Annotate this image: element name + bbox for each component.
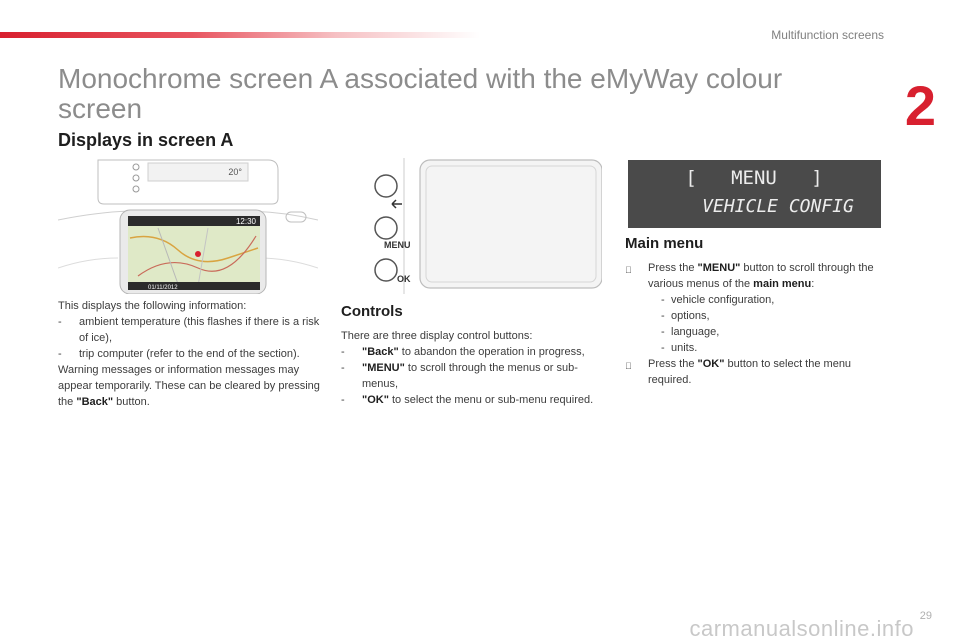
checkbox-bullet-icon xyxy=(625,262,632,278)
main-menu-column xyxy=(625,234,887,388)
menu-options-list xyxy=(661,292,887,356)
dashboard-illustration xyxy=(58,158,318,294)
temperature-reading: 20° xyxy=(228,167,242,177)
controls-column xyxy=(341,302,603,408)
page-title: Monochrome screen A associated with the eMyWay colour screen xyxy=(58,63,783,124)
list-item: - "Back" to abandon the operation in progress, xyxy=(341,346,585,358)
list-dash: - xyxy=(341,362,345,374)
ok-button-label: OK xyxy=(397,274,411,284)
menu-button-graphic xyxy=(375,217,397,239)
menu-button-label: MENU xyxy=(384,240,411,250)
list-dash: - xyxy=(58,316,62,328)
controls-illustration xyxy=(340,158,602,294)
screen-date: 01/11/2012 xyxy=(148,285,178,291)
instruction-step: Press the "OK" button to select the menu required. xyxy=(625,356,887,388)
instruction-step: Press the "MENU" button to scroll through the various menus of the main menu: xyxy=(625,260,887,292)
header-accent-bar xyxy=(0,32,480,38)
monochrome-display-illustration xyxy=(628,160,881,228)
list-item: - ambient temperature (this flashes if there is a risk of ice), xyxy=(58,316,320,344)
back-button-graphic xyxy=(375,175,397,197)
list-item: - trip computer (refer to the end of the section). xyxy=(58,348,300,360)
warning-paragraph: Warning messages or information messages may appear temporarily. These can be cleared by pressing the "Back" button. xyxy=(58,364,320,408)
page-number: 29 xyxy=(919,610,932,622)
watermark: carmanualsonline.info xyxy=(689,616,914,640)
list-item: - language, xyxy=(661,326,720,338)
controls-intro: There are three display control buttons: xyxy=(341,330,533,342)
list-dash: - xyxy=(58,348,62,360)
list-dash: - xyxy=(341,346,345,358)
ok-button-graphic xyxy=(375,259,397,281)
list-item: - "OK" to select the menu or sub-menu required. xyxy=(341,394,594,406)
controls-heading: Controls xyxy=(341,303,403,320)
list-item: - options, xyxy=(661,310,710,322)
list-item: - units. xyxy=(661,342,698,354)
chapter-number: 2 xyxy=(904,74,936,137)
main-menu-heading: Main menu xyxy=(625,235,704,252)
screen-clock: 12:30 xyxy=(235,217,256,226)
list-item: - "MENU" to scroll through the menus or sub-menus, xyxy=(341,362,578,390)
list-item: - vehicle configuration, xyxy=(661,294,775,306)
display-info-intro: This displays the following information: xyxy=(58,300,247,312)
section-subheading: Displays in screen A xyxy=(58,130,234,150)
mono-display-line1: [ MENU ] xyxy=(685,167,823,189)
list-dash: - xyxy=(341,394,345,406)
section-title: Multifunction screens xyxy=(771,28,884,42)
mono-display-line2: VEHICLE CONFIG xyxy=(702,196,854,217)
checkbox-bullet-icon xyxy=(625,358,632,374)
display-info-column xyxy=(58,298,320,410)
